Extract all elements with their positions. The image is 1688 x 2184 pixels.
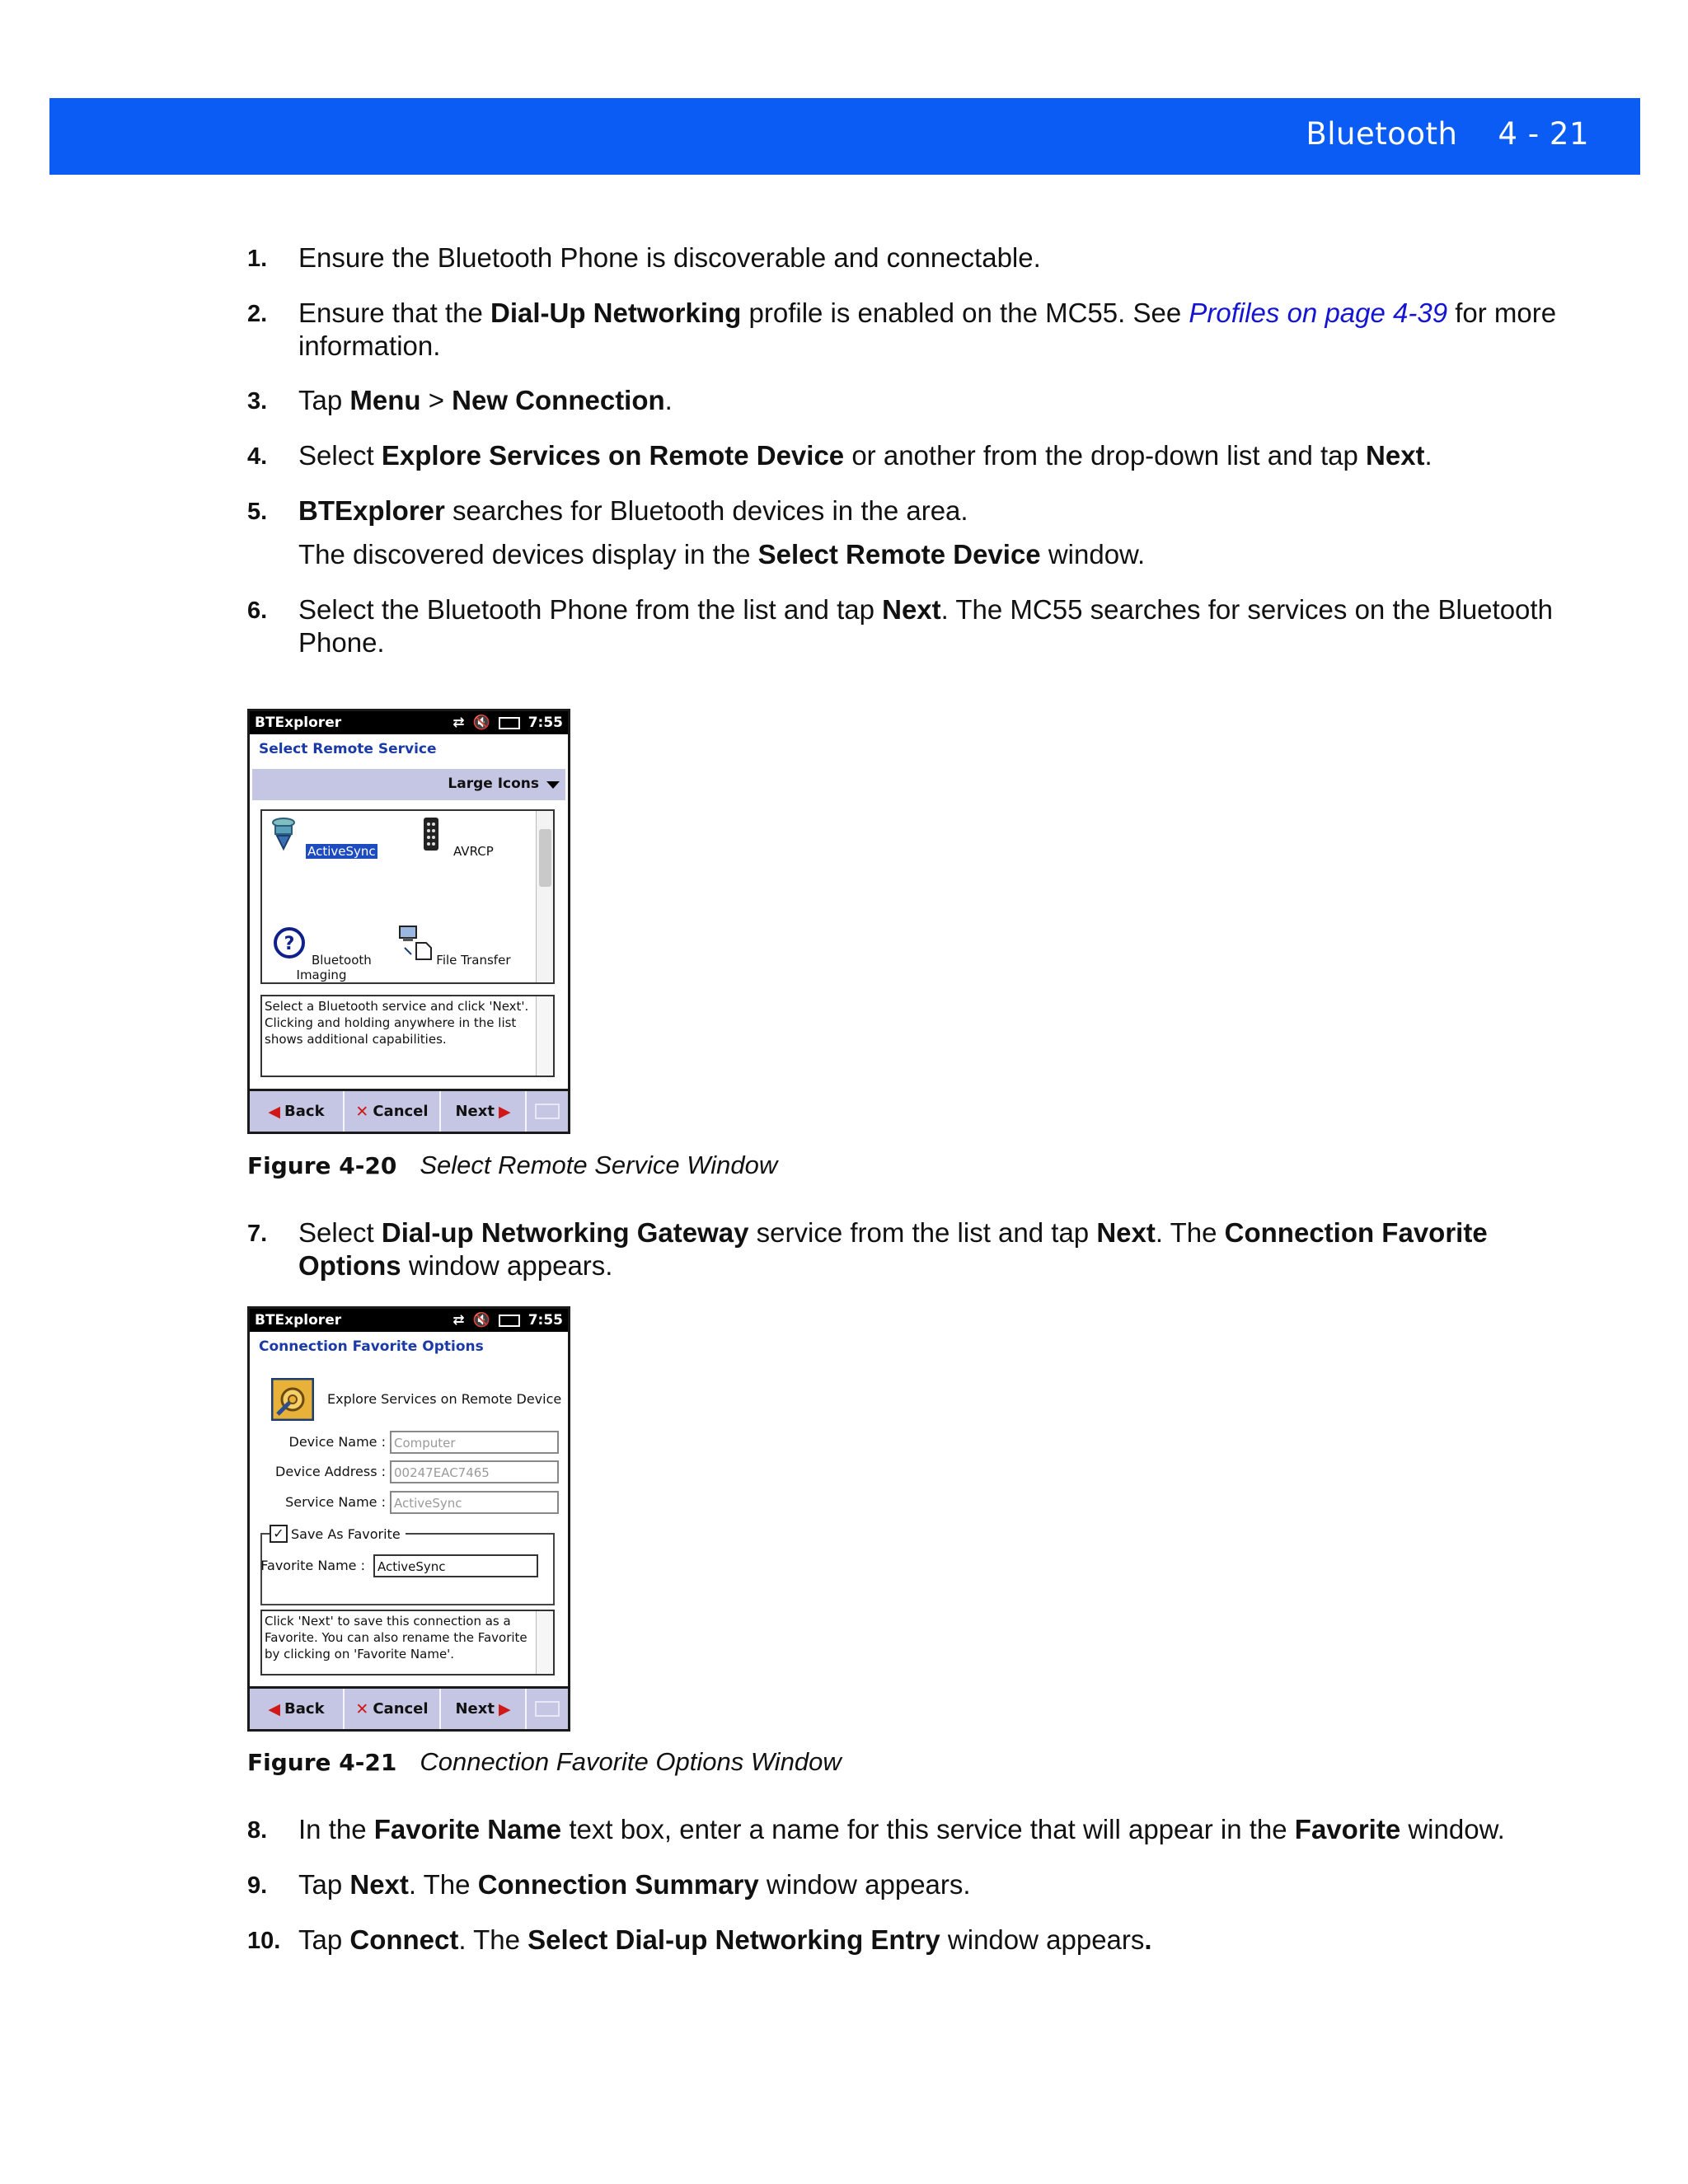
view-dropdown-label: Large Icons	[448, 776, 539, 792]
step-number: 6.	[247, 598, 268, 624]
help-scrollbar[interactable]	[536, 996, 553, 1076]
step-number: 2.	[247, 301, 268, 327]
favorite-name-label: Favorite Name :	[260, 1558, 365, 1573]
clock: 7:55	[528, 715, 563, 731]
text-run: Ensure that the	[298, 298, 490, 328]
select-remote-service-screenshot	[247, 709, 570, 1134]
text-run: . The	[1155, 1217, 1225, 1248]
service-bluetooth-imaging[interactable]	[264, 925, 379, 982]
cross-reference-link[interactable]: Profiles on page 4-39	[1189, 298, 1448, 328]
arrow-left-icon: ◀	[268, 1699, 281, 1718]
text-run: Select	[298, 440, 382, 471]
section-name: Bluetooth	[1306, 116, 1458, 152]
arrow-right-icon: ▶	[498, 1699, 511, 1718]
connection-mode: Explore Services on Remote Device	[327, 1391, 562, 1407]
device-name-label: Device Name :	[288, 1434, 386, 1450]
service-name-field: ActiveSync	[390, 1491, 559, 1514]
bold-term: Next	[1366, 440, 1425, 471]
bold-term: New Connection	[452, 385, 665, 415]
text-run: window appears	[940, 1924, 1145, 1955]
step-number: 5.	[247, 499, 268, 525]
service-label: ActiveSync	[307, 844, 376, 859]
view-dropdown[interactable]	[252, 769, 565, 800]
bold-term: Next	[349, 1869, 409, 1900]
step-text	[298, 297, 1584, 363]
device-address-row	[250, 1460, 567, 1485]
step-number: 1.	[247, 246, 268, 272]
bold-term: .	[1144, 1924, 1152, 1955]
bold-term: Next	[1096, 1217, 1156, 1248]
back-button[interactable]	[250, 1689, 345, 1729]
next-label: Next	[455, 1700, 495, 1718]
step-text	[298, 1813, 1584, 1846]
service-activesync[interactable]	[264, 816, 379, 859]
step-number: 3.	[247, 388, 268, 415]
service-label: AVRCP	[453, 844, 494, 859]
service-name-row	[250, 1491, 567, 1516]
scrollbar-thumb[interactable]	[539, 829, 551, 887]
text-run: for more information.	[298, 298, 1557, 361]
text-run: The discovered devices display in the	[298, 539, 758, 569]
text-run: window.	[1400, 1814, 1505, 1844]
bold-term: Explore Services on Remote Device	[381, 440, 845, 471]
device-name-field: Computer	[390, 1431, 559, 1454]
step-text	[298, 494, 1584, 527]
next-button[interactable]	[441, 1091, 527, 1132]
bold-term: Favorite	[1294, 1814, 1401, 1844]
text-run: searches for Bluetooth devices in the area.	[444, 495, 968, 526]
text-run: In the	[298, 1814, 374, 1844]
help-text-box	[260, 1610, 555, 1675]
keyboard-button[interactable]	[527, 1091, 568, 1132]
bold-term: BTExplorer	[298, 495, 445, 526]
step-text	[298, 1868, 1584, 1901]
service-list[interactable]	[260, 809, 555, 984]
remote-control-icon	[413, 816, 449, 852]
text-run: window appears.	[401, 1250, 613, 1281]
favorite-name-row	[250, 1554, 567, 1581]
bold-term: Connection Favorite Options	[298, 1217, 1488, 1281]
text-run: Ensure the Bluetooth Phone is discoverable and connectable.	[298, 242, 1041, 273]
text-run: Tap	[298, 1869, 350, 1900]
text-run: Tap	[298, 385, 350, 415]
text-run: .	[1424, 440, 1432, 471]
device-address-field: 00247EAC7465	[390, 1460, 559, 1483]
step-text	[298, 1924, 1584, 1957]
bold-term: Favorite Name	[373, 1814, 562, 1844]
arrow-right-icon: ▶	[498, 1102, 511, 1121]
svg-text:?: ?	[284, 934, 295, 954]
step-text	[298, 1216, 1584, 1282]
help-scrollbar[interactable]	[536, 1611, 553, 1674]
favorite-name-input[interactable]: ActiveSync	[373, 1554, 538, 1577]
text-run: .	[664, 385, 673, 415]
device-name-row	[250, 1431, 567, 1455]
text-run: profile is enabled on the MC55. See	[741, 298, 1189, 328]
bottom-toolbar	[250, 1686, 568, 1729]
connection-favorite-options-screenshot	[247, 1306, 570, 1732]
step-text	[298, 384, 1584, 417]
step-number: 7.	[247, 1221, 268, 1247]
file-transfer-icon	[396, 925, 433, 961]
clock: 7:55	[528, 1312, 563, 1329]
page-header	[49, 98, 1640, 175]
service-file-transfer[interactable]	[396, 925, 511, 968]
step-number: 8.	[247, 1817, 268, 1844]
help-text: Select a Bluetooth service and click 'Next'. Clicking and holding anywhere in the list shows additional capabilities.	[265, 999, 529, 1047]
text-run: Tap	[298, 1924, 350, 1955]
service-label: Bluetooth Imaging	[296, 953, 372, 982]
speaker-muted-icon: 🔇	[472, 715, 490, 731]
text-run: . The MC55 searches for services on the Bluetooth Phone.	[298, 594, 1553, 658]
text-run: . The	[458, 1924, 528, 1955]
battery-icon	[499, 717, 520, 729]
service-name-label: Service Name :	[285, 1494, 386, 1510]
connectivity-icon: ⇄	[452, 1312, 465, 1329]
header-title	[1306, 116, 1589, 152]
help-text: Click 'Next' to save this connection as a Favorite. You can also rename the Favorite by clicking on 'Favorite Name'.	[265, 1614, 528, 1661]
battery-icon	[499, 1315, 520, 1327]
text-run: Select the Bluetooth Phone from the list and tap	[298, 594, 883, 625]
text-run: text box, enter a name for this service that will appear in the	[561, 1814, 1295, 1844]
back-button[interactable]	[250, 1091, 345, 1132]
chevron-down-icon	[546, 781, 560, 789]
checkmark-icon: ✓	[270, 1525, 288, 1543]
text-run: . The	[408, 1869, 478, 1900]
scrollbar[interactable]	[536, 811, 553, 982]
figure-label: Figure 4-20	[247, 1152, 397, 1179]
bold-term: Menu	[349, 385, 421, 415]
gear-wrench-icon	[271, 1378, 314, 1421]
save-as-favorite-label: Save As Favorite	[291, 1526, 401, 1542]
back-label: Back	[284, 1103, 325, 1120]
step-number: 10.	[247, 1928, 281, 1954]
keyboard-button[interactable]	[527, 1689, 568, 1729]
next-button[interactable]	[441, 1689, 527, 1729]
back-label: Back	[284, 1700, 325, 1718]
bold-term: Next	[882, 594, 941, 625]
step-text	[298, 439, 1584, 472]
cancel-label: Cancel	[373, 1103, 429, 1120]
close-icon: ✕	[355, 1102, 369, 1121]
bold-term: Select Dial-up Networking Entry	[528, 1924, 940, 1955]
title-bar	[250, 1309, 568, 1332]
text-run: window appears.	[758, 1869, 971, 1900]
keyboard-icon	[535, 1701, 560, 1717]
text-run: window.	[1040, 539, 1146, 569]
text-run: service from the list and tap	[748, 1217, 1097, 1248]
help-question-icon	[271, 925, 307, 961]
save-as-favorite-checkbox[interactable]	[270, 1525, 406, 1543]
figure-label: Figure 4-21	[247, 1749, 397, 1776]
help-text-box	[260, 995, 555, 1077]
speaker-muted-icon: 🔇	[472, 1312, 490, 1329]
bold-term: Dial-up Networking Gateway	[381, 1217, 749, 1248]
text-run: or another from the drop-down list and tap	[844, 440, 1367, 471]
connectivity-icon: ⇄	[452, 715, 465, 731]
bold-term: Dial-Up Networking	[490, 298, 742, 328]
step-text	[298, 593, 1584, 659]
figure-4-21-caption	[247, 1747, 842, 1777]
step-number: 4.	[247, 443, 268, 470]
keyboard-icon	[535, 1104, 560, 1119]
service-label: File Transfer	[436, 953, 511, 968]
app-title: BTExplorer	[255, 715, 342, 731]
next-label: Next	[455, 1103, 495, 1120]
bold-term: Select Remote Device	[757, 539, 1041, 569]
bold-term: Connection Summary	[477, 1869, 759, 1900]
page-number: 4 - 21	[1498, 116, 1589, 152]
figure-caption: Select Remote Service Window	[420, 1151, 778, 1179]
text-run: Select	[298, 1217, 382, 1248]
bold-term: Connect	[349, 1924, 459, 1955]
step-text	[298, 538, 1584, 571]
activesync-icon	[265, 816, 302, 852]
step-text	[298, 241, 1584, 274]
window-subtitle: Select Remote Service	[259, 741, 437, 757]
arrow-left-icon: ◀	[268, 1102, 281, 1121]
close-icon: ✕	[355, 1699, 369, 1718]
app-title: BTExplorer	[255, 1312, 342, 1329]
device-address-label: Device Address :	[275, 1464, 386, 1479]
window-subtitle: Connection Favorite Options	[259, 1338, 484, 1355]
cancel-label: Cancel	[373, 1700, 429, 1718]
cancel-button[interactable]	[345, 1689, 441, 1729]
service-avrcp[interactable]	[396, 816, 511, 859]
figure-4-20-caption	[247, 1151, 777, 1180]
figure-caption: Connection Favorite Options Window	[420, 1747, 842, 1776]
text-run: >	[420, 385, 452, 415]
cancel-button[interactable]	[345, 1091, 441, 1132]
bottom-toolbar	[250, 1089, 568, 1132]
title-bar	[250, 711, 568, 734]
step-number: 9.	[247, 1872, 268, 1899]
